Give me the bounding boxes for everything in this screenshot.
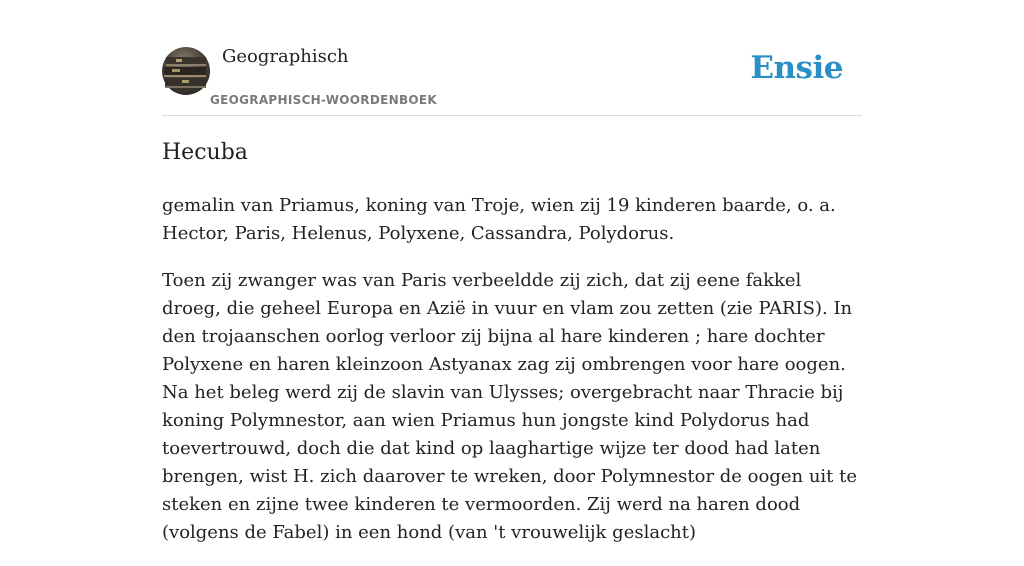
source-avatar[interactable] [162,47,210,95]
entry-headword: Hecuba [162,140,248,165]
source-subtitle[interactable]: GEOGRAPHISCH-WOORDENBOEK [210,93,437,107]
brand-logo[interactable]: Ensie [750,50,843,86]
book-stack-photo-icon [162,47,210,95]
entry-paragraph: Toen zij zwanger was van Paris verbeeldde zij zich, dat zij eene fakkel droeg, die geheel Europa en Azië in vuur en vlam zou zetten (zie PARIS). In den trojaanschen oorlog verloor zij bijna al hare kinderen ; hare dochter Polyxene en haren kleinzoon Astyanax zag zij ombrengen voor hare oogen. Na het beleg werd zij de slavin van Ulysses; overgebracht naar Thracie bij koning Polymnestor, aan wien Priamus hun jongste kind Polydorus had toevertrouwd, doch die dat kind op laaghartige wijze ter dood had laten brengen, wist H. zich daarover te wreken, door Polymnestor de oogen uit te steken en zijne twee kinderen te vermoorden. Zij werd na haren dood (volgens de Fabel) in een hond (van 't vrouwelijk geslacht) [162,270,858,543]
header-divider [162,115,862,116]
entry-paragraph: gemalin van Priamus, koning van Troje, wien zij 19 kinderen baarde, o. a. Hector, Paris, Helenus, Polyxene, Cassandra, Polydorus. [162,195,836,244]
entry-body [162,192,862,566]
source-title[interactable]: Geographisch [222,46,349,67]
